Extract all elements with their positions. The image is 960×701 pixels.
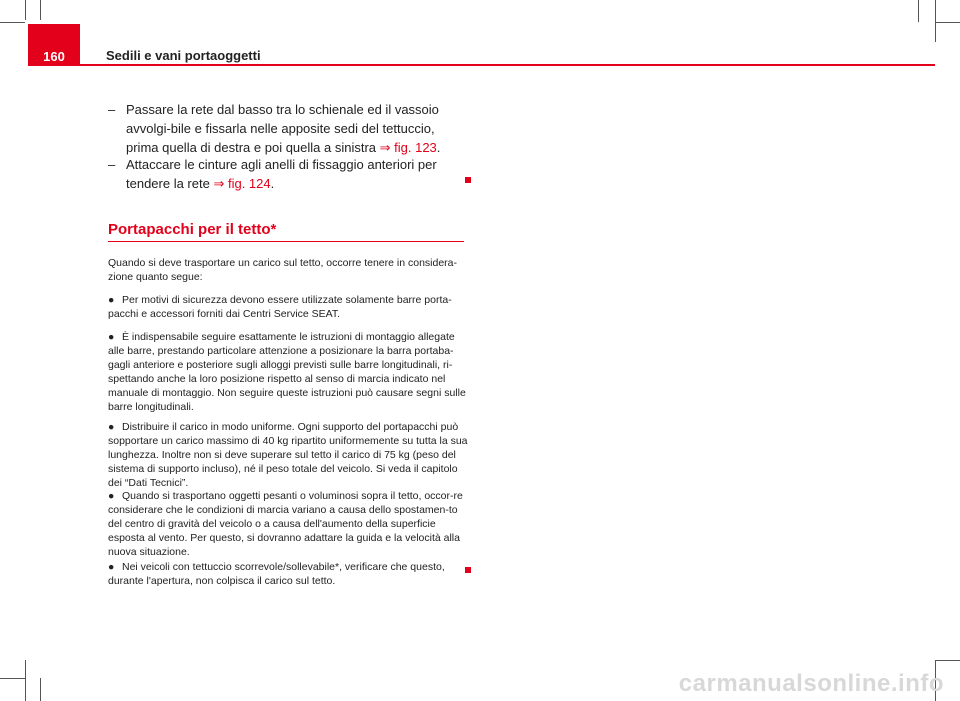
intro-paragraph: Quando si deve trasportare un carico sul tetto, occorre tenere in considera-zione quanto segue:: [108, 257, 458, 283]
step-item: [108, 155, 468, 193]
crop-mark: [0, 22, 25, 23]
end-of-section-icon: [465, 567, 471, 573]
crop-mark: [25, 0, 26, 20]
list-item: ● Quando si trasportano oggetti pesanti o voluminosi sopra il tetto, occor-re considerare che le condizioni di marcia variano a causa dello spostamen-to del centro di gravità del veicolo o a causa dell'aumento della superficie esposta al vento. Per questo, si dovranno adattare la guida e la velocità alla nuova situazione.: [108, 490, 463, 558]
crop-mark: [935, 22, 960, 23]
crop-mark: [40, 0, 41, 20]
step-text: Passare la rete dal basso tra lo schienale ed il vassoio avvolgi-bile e fissarla nelle apposite sedi del tettuccio, prima quella di destra e poi quella a sinistra ⇒ fig. 123.: [126, 102, 441, 155]
bullet-icon: ●: [108, 561, 115, 573]
step-text: Attaccare le cinture agli anelli di fissaggio anteriori per tendere la rete ⇒ fig. 124.: [126, 157, 437, 191]
crop-mark: [25, 660, 26, 701]
crop-mark: [0, 678, 25, 679]
page-number: 160: [28, 46, 80, 66]
list-item: ● Distribuire il carico in modo uniforme. Ogni supporto del portapacchi può sopportare un carico massimo di 40 kg ripartito uniformemente su tutta la sua lunghezza. Inoltre non si deve superare sul tetto il carico di 75 kg (peso del sistema di supporto incluso), né il peso totale del veicolo. Si veda il capitolo dei “Dati Tecnici”.: [108, 421, 468, 489]
crop-mark: [935, 0, 936, 42]
figure-link[interactable]: ⇒ fig. 123: [379, 140, 437, 155]
crop-mark: [918, 0, 919, 22]
bullet-icon: ●: [108, 421, 115, 433]
bullet-icon: ●: [108, 294, 115, 306]
list-item: ● Per motivi di sicurezza devono essere utilizzate solamente barre porta-pacchi e accessori forniti dai Centri Service SEAT.: [108, 294, 452, 320]
bullet-icon: ●: [108, 331, 115, 343]
end-of-section-icon: [465, 177, 471, 183]
header-title: Sedili e vani portaoggetti: [106, 48, 261, 63]
figure-link[interactable]: ⇒ fig. 124: [213, 176, 271, 191]
section-rule: [108, 241, 464, 242]
header-rule: [80, 64, 935, 66]
step-item: [108, 100, 468, 157]
watermark: carmanualsonline.info: [678, 670, 944, 697]
crop-mark: [40, 678, 41, 701]
bullet-icon: ●: [108, 490, 115, 502]
section-title: Portapacchi per il tetto*: [108, 221, 277, 238]
dash-marker: –: [108, 157, 116, 172]
crop-mark: [935, 660, 960, 661]
list-item: ● È indispensabile seguire esattamente le istruzioni di montaggio allegate alle barre, prestando particolare attenzione a posizionare la barra portaba-gagli anteriore e posteriore sugli alloggi previsti sulle barre longitudinali, ri-spettando anche la loro posizione rispetto al senso di marcia indicato nel manuale di montaggio. Non seguire queste istruzioni può causare segni sulle barre longitudinali.: [108, 331, 466, 413]
list-item: ● Nei veicoli con tettuccio scorrevole/sollevabile*, verificare che questo, durante l'apertura, non colpisca il carico sul tetto.: [108, 561, 445, 587]
dash-marker: –: [108, 102, 116, 117]
